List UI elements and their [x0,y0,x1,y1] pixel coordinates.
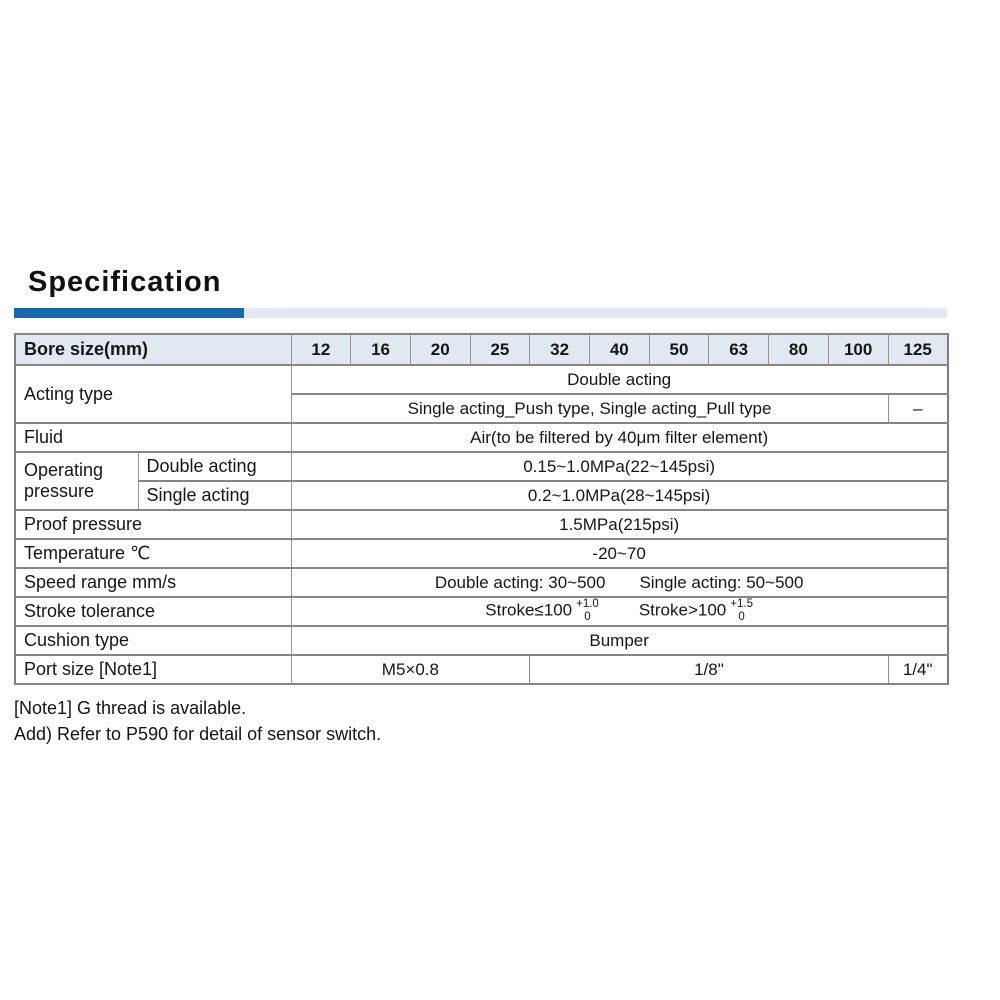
stroke-gt-sup: +1.5 [730,598,753,611]
footnote-1: [Note1] G thread is available. [14,698,247,718]
speed-range-double: Double acting: 30~500 [434,572,606,592]
operating-pressure-row-double [15,452,948,481]
operating-pressure-single-value: 0.2~1.0MPa(28~145psi) [291,481,948,510]
operating-pressure-single-label: Single acting [138,481,291,510]
operating-pressure-double-label: Double acting [138,452,291,481]
port-size-m5-value: M5×0.8 [291,655,530,684]
temperature-value: -20~70 [291,539,948,568]
stroke-le-sup: +1.0 [576,598,599,611]
bore-size-col-32: 32 [530,334,590,365]
spec-section [14,266,947,747]
acting-type-double-value: Double acting [291,365,948,394]
stroke-tolerance-row [15,597,948,626]
operating-pressure-row-single [15,481,948,510]
cushion-type-value: Bumper [291,626,948,655]
temperature-label: Temperature ℃ [15,539,291,568]
footnote-2: Add) Refer to P590 for detail of sensor switch. [14,724,382,744]
title-underline-light [244,308,947,318]
proof-pressure-value: 1.5MPa(215psi) [291,510,948,539]
speed-range-row [15,568,948,597]
stroke-le-text: Stroke≤100 [485,600,573,620]
cushion-type-row [15,626,948,655]
acting-type-label: Acting type [15,365,291,423]
proof-pressure-label: Proof pressure [15,510,291,539]
bore-size-col-125: 125 [888,334,948,365]
stroke-tolerance-label: Stroke tolerance [15,597,291,626]
port-size-quarter-inch-value: 1/4" [888,655,948,684]
bore-size-col-20: 20 [410,334,470,365]
bore-size-col-63: 63 [709,334,769,365]
bore-size-col-40: 40 [589,334,649,365]
bore-size-col-80: 80 [769,334,829,365]
temperature-row [15,539,948,568]
stroke-le-sub: 0 [584,610,591,623]
port-size-row [15,655,948,684]
bore-size-col-25: 25 [470,334,530,365]
stroke-gt-sub: 0 [738,610,745,623]
speed-range-label: Speed range mm/s [15,568,291,597]
footnotes [14,695,947,747]
acting-type-single-value: Single acting_Push type, Single acting_Pull type [291,394,888,423]
port-size-label: Port size [Note1] [15,655,291,684]
bore-size-header-row [15,334,948,365]
bore-size-col-12: 12 [291,334,351,365]
speed-range-value [291,568,948,597]
operating-pressure-double-value: 0.15~1.0MPa(22~145psi) [291,452,948,481]
acting-type-single-125-value: – [888,394,948,423]
title-underline-bar [14,308,947,318]
bore-size-col-100: 100 [828,334,888,365]
stroke-le-tolerance [576,598,599,622]
fluid-row [15,423,948,452]
stroke-gt-text: Stroke>100 [638,600,727,620]
bore-size-col-16: 16 [351,334,411,365]
cushion-type-label: Cushion type [15,626,291,655]
fluid-label: Fluid [15,423,291,452]
bore-size-col-50: 50 [649,334,709,365]
bore-size-label: Bore size(mm) [15,334,291,365]
page-title: Specification [28,266,222,298]
operating-pressure-label: Operating pressure [15,452,138,510]
speed-range-single: Single acting: 50~500 [639,572,804,592]
title-underline-accent [14,308,244,318]
stroke-tolerance-value [291,597,948,626]
port-size-eighth-inch-value: 1/8" [530,655,888,684]
specification-table [14,333,949,685]
stroke-gt-tolerance [730,598,753,622]
acting-type-row-double [15,365,948,394]
proof-pressure-row [15,510,948,539]
fluid-value: Air(to be filtered by 40μm filter element) [291,423,948,452]
